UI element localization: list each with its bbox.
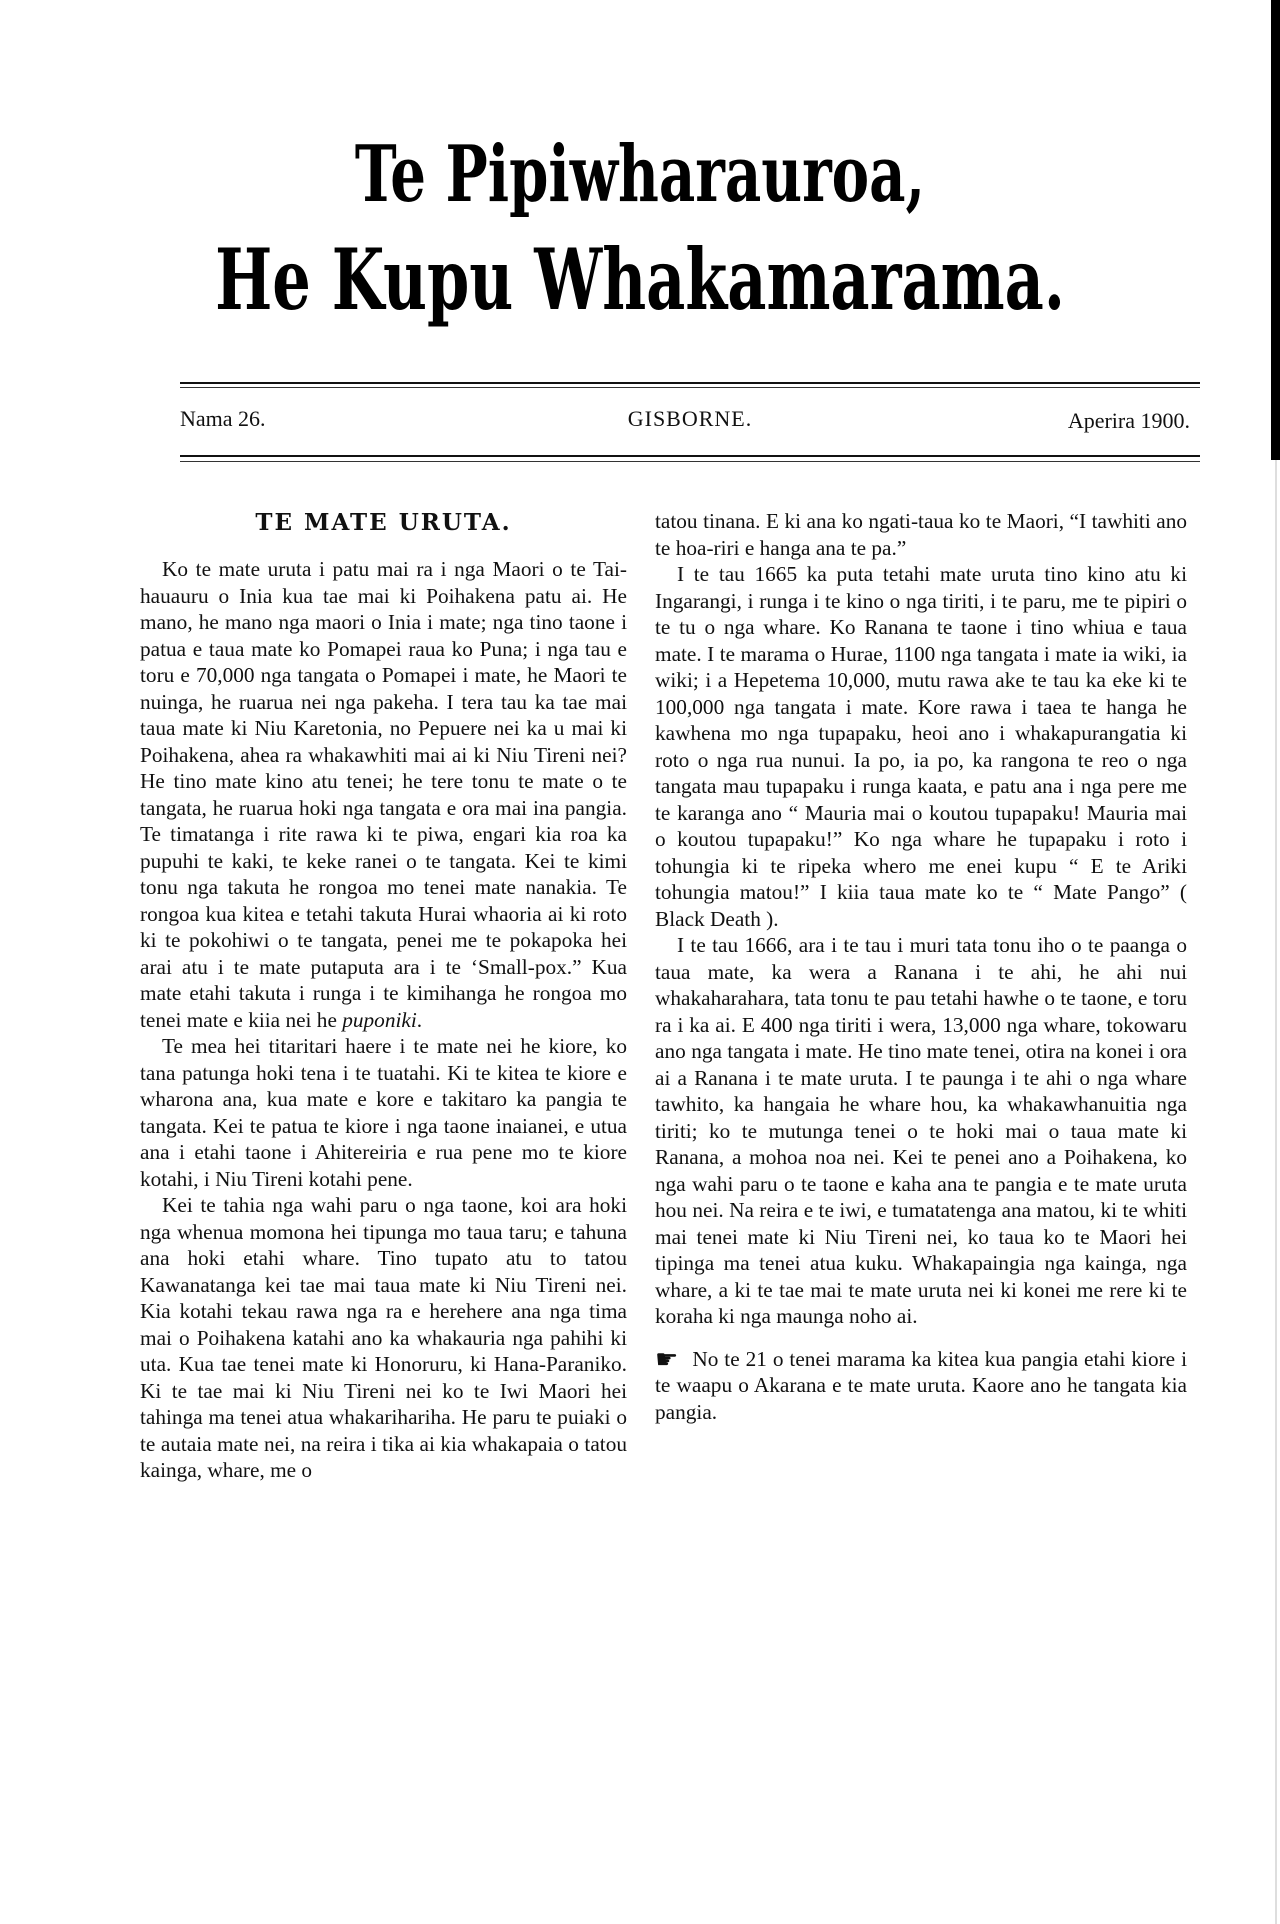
- masthead-title-line-2: He Kupu Whakamarama.: [215, 230, 1065, 329]
- article-paragraph-3: Kei te tahia nga wahi paru o nga taone, koi ara hoki nga whenua momona hei tipunga mo taua taru; e tahuna ana hoki etahi whare. Tino tupato atu to tatou Kawanatanga kei tae mai taua mate ki Niu Tireni nei. Kia kotahi tekau rawa nga ra e herehere ana nga tima mai o Poihakena katahi ano ka whakauria nga pahihi ki uta. Kua tae tenei mate ki Honoruru, ki Hana-Paraniko. Ki te tae mai ki Niu Tireni nei ko te Iwi Maori hei tahinga ma tenei atua whakarihariha. He paru te puiaki o te autaia mate nei, na reira i tika ai kia whakapaia o tatou kainga, whare, me o: [140, 1193, 627, 1482]
- italic-term: puponiki: [342, 1007, 417, 1032]
- top-rule: [180, 382, 1200, 384]
- scan-edge-line: [1275, 460, 1277, 1924]
- dateline: [180, 396, 1200, 436]
- article-paragraph-1: [140, 556, 627, 1033]
- left-column: [140, 508, 627, 1484]
- notice-text: No te 21 o tenei marama ka kitea kua pangia etahi kiore i te waapu o Akarana e te mate uruta. Kaore ano he tangata kia pangia.: [655, 1346, 1187, 1424]
- article-paragraph-4: I te tau 1665 ka puta tetahi mate uruta tino kino atu ki Ingarangi, i runga i te kino o nga tiriti, i te paru, me te pipiri o te tu o nga whare. Ko Ranana te taone i tino whiua e taua mate. I te marama o Hurae, 1100 nga tangata i mate ia wiki, ia wiki; i a Hepetema 10,000, mutu rawa ake te tau ka eke ki te 100,000 nga tangata i mate. Kore rawa i taea te hanga he kawhena mo nga tupapaku, heoi ano i whakapurangatia ki roto o nga rua nunui. Ia po, ia po, ka rangona te reo o nga tangata mau tupapaku i runga kaata, e patu ana i nga pere me te karanga ano “ Mauria mai o koutou tupapaku! Mauria mai o koutou tupapaku!” Ko nga whare he tupapaku i roto i tohungia ki te ripeka whero me enei kupu “ E te Ariki tohungia matou!” I kiia taua mate ko te “ Mate Pango” ( Black Death ).: [655, 562, 1187, 931]
- paragraph-end: .: [416, 1007, 423, 1032]
- top-rule-thin: [180, 387, 1200, 388]
- article-paragraph-5: I te tau 1666, ara i te tau i muri tata tonu iho o te paanga o taua mate, ka wera a Ranana i te ahi, he ahi nui whakaharahara, tata tonu te pau tetahi hawhe o te taone, e toru ra i ka ai. E 400 nga tiriti i wera, 13,000 nga whare, tokowaru ano nga tangata i mate. He tino mate tenei, otira na konei i ora ai a Ranana i te mate uruta. I te paunga i te ahi o nga whare tawhito, ka hangaia he whare hou, ka whakawhanuitia nga tiriti; ko te mutunga tenei o te hoki mai o taua mate ki Ranana, a mohoa noa nei. Kei te penei ano a Poihakena, ko nga wahi paru o te taone e kaha ana te pangia e te mate uruta hou nei. Na reira e te iwi, e tumatatenga ana matou, ki te whiti mai tenei mate ki Niu Tireni nei, ko taua ko te Maori hei tipinga ma tenei atua kuku. Whakapaingia nga kainga, nga whare, a ki te tae mai te mate uruta nei ki konei me rere ki te koraha ki nga maunga noho ai.: [655, 933, 1187, 1328]
- notice-paragraph: [655, 1346, 1187, 1426]
- right-column: [655, 508, 1187, 1425]
- bottom-rule: [180, 455, 1200, 457]
- issue-number: Nama 26.: [180, 406, 266, 431]
- publication-date: Aperira 1900.: [1067, 408, 1190, 433]
- pointing-hand-icon: ☛: [655, 1344, 679, 1374]
- publication-place: GISBORNE.: [627, 406, 753, 431]
- masthead-title-line-1: Te Pipiwharauroa,: [354, 129, 926, 220]
- article-paragraph-3-continued: tatou tinana. E ki ana ko ngati-taua ko te Maori, “I tawhiti ano te hoa-riri e hanga ana te pa.”: [655, 509, 1187, 560]
- paragraph-text: Ko te mate uruta i patu mai ra i nga Maori o te Tai-hauauru o Inia kua tae mai ki Poihakena patu ai. He mano, he mano nga maori o Inia i mate; nga tino taone i patua e taua mate ko Pomapei raua ko Puna; i nga tau e toru e 70,000 nga tangata o Pomapei i mate, he Maori te nuinga, he ruarua nei nga pakeha. I tera tau ka tae mai taua mate ki Niu Karetonia, no Pepuere nei ka u mai ki Poihakena, ahea ra whakawhiti mai ai ki Niu Tireni nei? He tino mate kino atu tenei; he tere tonu te mate o te tangata, he ruarua hoki nga tangata e ora mai ina pangia. Te timatanga i rite rawa ki te piwa, engari kia roa ka pupuhi te kaki, te keke ranei o te tangata. Kei te kimi tonu nga takuta he rongoa mo tenei mate nanakia. Te rongoa kua kitea e tetahi takuta Hurai whaoria ai ki roto ki te pokohiwi o te tangata, penei me te pokapoka hei arai atu i te mate putaputa ara i te ‘Small-pox.” Kua mate etahi takuta i runga i te kimihanga he rongoa mo tenei mate e kiia nei he: [140, 557, 627, 1032]
- bottom-rule-thin: [180, 461, 1200, 462]
- article-title: TE MATE URUTA.: [255, 509, 512, 536]
- scan-edge-shadow: [1271, 0, 1280, 460]
- article-paragraph-2: Te mea hei titaritari haere i te mate nei he kiore, ko tana patunga hoki tena i te tuatahi. Ki te kitea te kiore e wharona ana, kua mate e kore e takitaro ka pangia te tangata. Kei te patua te kiore i nga taone inaianei, e utua ana i etahi taone i Ahitereiria e rua pene mo te kiore kotahi, i Niu Tireni kotahi pene.: [140, 1034, 627, 1191]
